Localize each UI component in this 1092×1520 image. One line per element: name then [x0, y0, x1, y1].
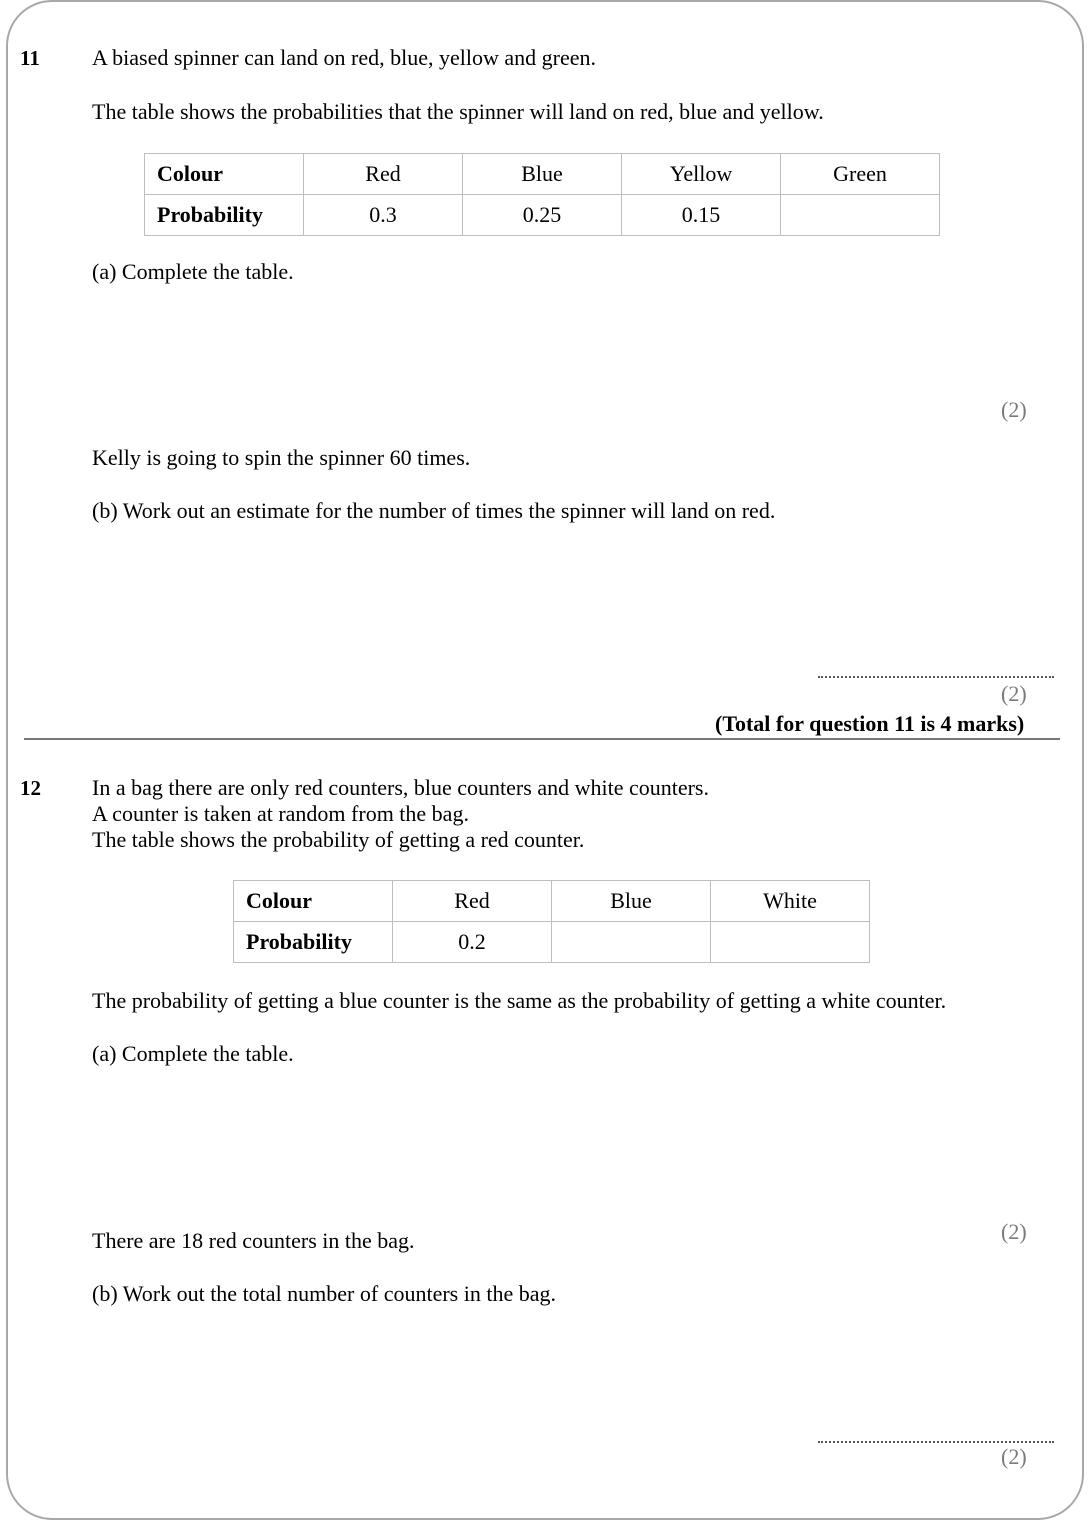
q11-mark-a: (2) [1001, 397, 1027, 422]
q11-colour-blue: Blue [463, 154, 622, 195]
q12-intro-line-1: In a bag there are only red counters, blue counters and white counters. [92, 775, 709, 800]
q12-part-b: (b) Work out the total number of counters in the bag. [92, 1281, 556, 1306]
q12-colour-blue: Blue [552, 881, 711, 922]
q12-colour-label: Colour [234, 881, 393, 922]
q11-answer-line[interactable] [818, 676, 1054, 678]
q11-table-intro: The table shows the probabilities that the spinner will land on red, blue and yellow. [92, 99, 824, 124]
q11-prob-green-answer-cell[interactable] [781, 195, 940, 236]
q12-probability-table [233, 880, 870, 963]
q12-context-b: There are 18 red counters in the bag. [92, 1228, 415, 1253]
q12-intro-line-2: A counter is taken at random from the bag. [92, 801, 469, 826]
q11-prob-yellow: 0.15 [622, 195, 781, 236]
q11-mark-b: (2) [1001, 681, 1027, 706]
q12-intro-line-3: The table shows the probability of getting a red counter. [92, 827, 585, 852]
q12-prob-red: 0.2 [393, 922, 552, 963]
q11-prob-red: 0.3 [304, 195, 463, 236]
q11-table-header-row [145, 154, 940, 195]
q11-part-a: (a) Complete the table. [92, 259, 294, 284]
q12-prob-blue-answer-cell[interactable] [552, 922, 711, 963]
q12-mark-b: (2) [1001, 1444, 1027, 1469]
q12-table-probability-row [234, 922, 870, 963]
q12-colour-red: Red [393, 881, 552, 922]
q11-probability-table [144, 153, 940, 236]
q11-number: 11 [20, 46, 40, 70]
q11-prob-blue: 0.25 [463, 195, 622, 236]
q11-colour-green: Green [781, 154, 940, 195]
q11-intro: A biased spinner can land on red, blue, yellow and green. [92, 45, 597, 70]
q12-colour-white: White [711, 881, 870, 922]
q12-mark-a: (2) [1001, 1219, 1027, 1244]
q12-answer-line[interactable] [818, 1441, 1054, 1443]
q12-prob-white-answer-cell[interactable] [711, 922, 870, 963]
q12-statement: The probability of getting a blue counter is the same as the probability of getting a white counter. [92, 988, 947, 1013]
question-divider [24, 738, 1060, 740]
q11-probability-label: Probability [145, 195, 304, 236]
q11-context-b: Kelly is going to spin the spinner 60 times. [92, 445, 471, 470]
q12-probability-label: Probability [234, 922, 393, 963]
q11-colour-yellow: Yellow [622, 154, 781, 195]
q12-table-header-row [234, 881, 870, 922]
q11-colour-label: Colour [145, 154, 304, 195]
q11-table-probability-row [145, 195, 940, 236]
q12-number: 12 [20, 776, 41, 800]
q12-part-a: (a) Complete the table. [92, 1041, 294, 1066]
q11-part-b: (b) Work out an estimate for the number of times the spinner will land on red. [92, 498, 776, 523]
q11-total-marks: (Total for question 11 is 4 marks) [715, 711, 1025, 736]
q11-colour-red: Red [304, 154, 463, 195]
